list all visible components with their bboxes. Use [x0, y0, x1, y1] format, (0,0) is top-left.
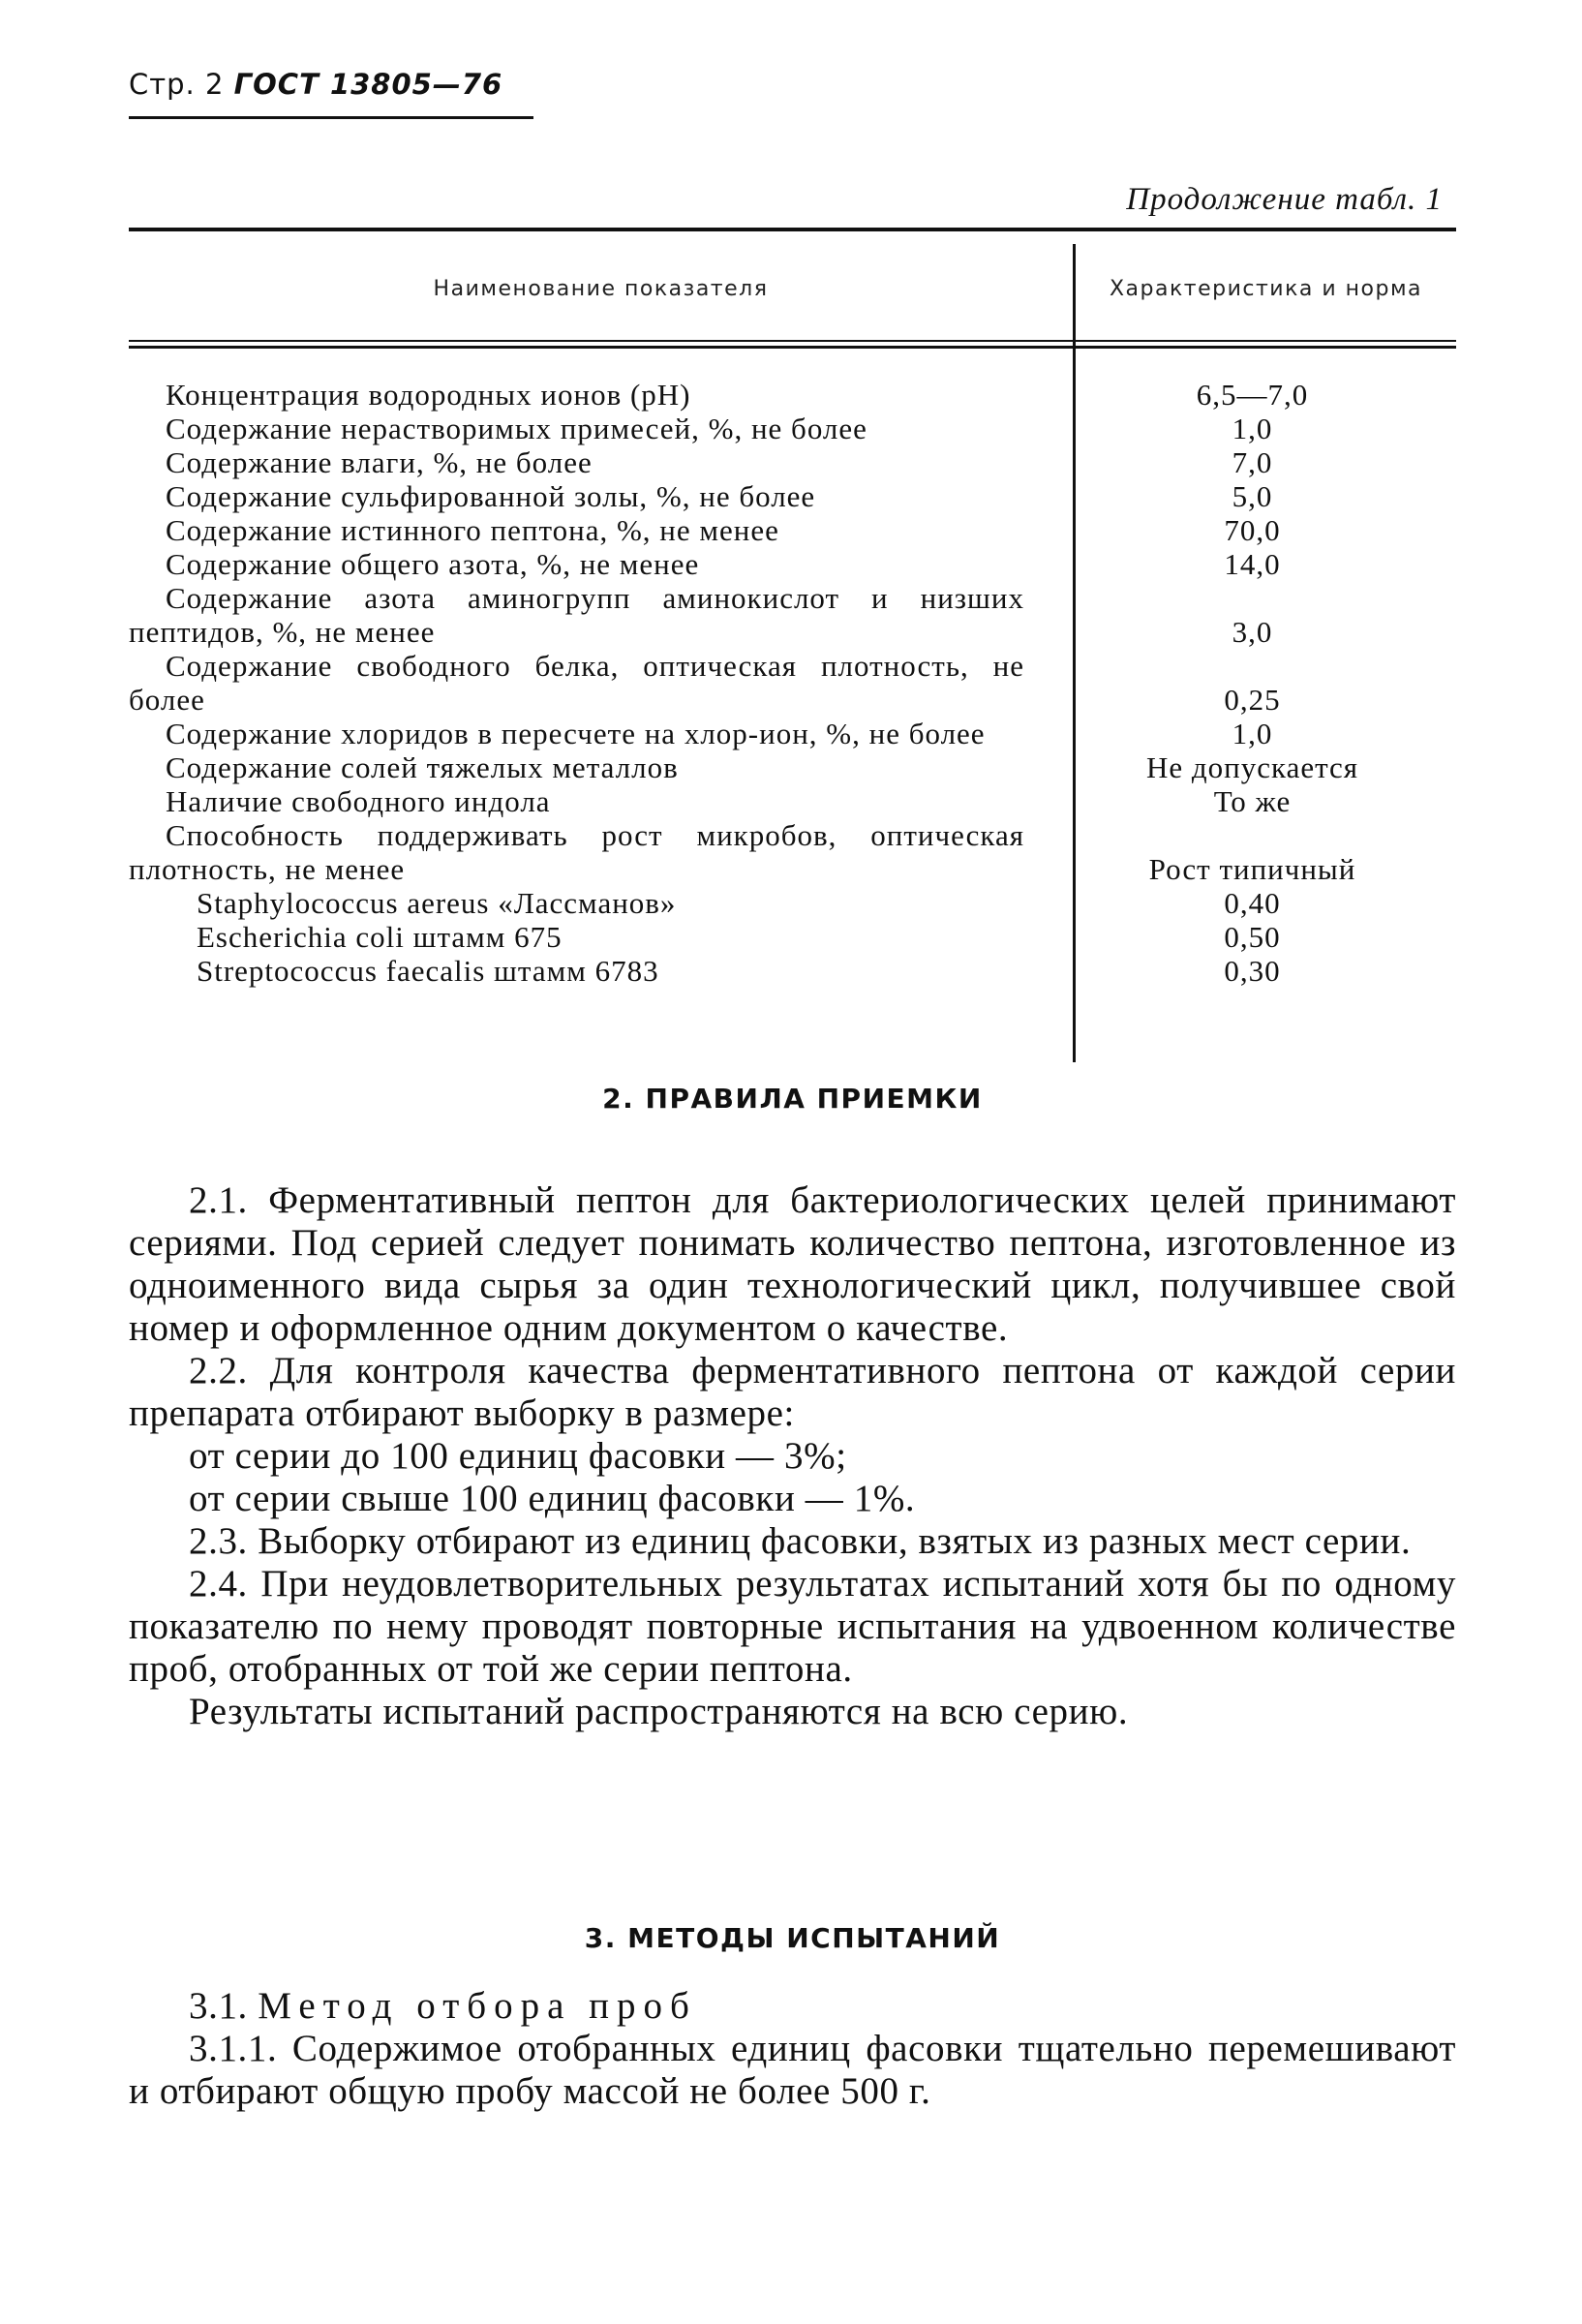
indicator-name: Escherichia coli штамм 675	[197, 920, 563, 954]
table-row	[129, 412, 1456, 445]
indicator-name: Streptococcus faecalis штамм 6783	[197, 954, 659, 988]
table-row	[129, 784, 1456, 818]
section-3-body	[129, 1985, 1456, 2113]
subsection-3-1-title	[129, 1985, 1456, 2028]
table-caption: Продолжение табл. 1	[1126, 182, 1443, 217]
indicator-name: Содержание азота аминогрупп аминокислот и низших пептидов, %, не менее	[129, 581, 1024, 649]
indicator-norm: 0,25	[1224, 683, 1281, 717]
table-row	[129, 920, 1456, 954]
indicator-norm: 0,30	[1224, 954, 1281, 988]
paragraph-2-4: 2.4. При неудовлетворительных результатах испытаний хотя бы по одному показателю по нему проводят повторные испытания на удвоенном количестве проб, отобранных от той же серии пептона.	[129, 1563, 1456, 1690]
table-header-rule-double	[129, 346, 1456, 349]
page-number: Стр. 2	[129, 68, 225, 101]
indicator-name: Наличие свободного индола	[166, 784, 551, 818]
standard-number: ГОСТ 13805—76	[233, 68, 503, 101]
paragraph-3-1-1: 3.1.1. Содержимое отобранных единиц фасовки тщательно перемешивают и отбирают общую пробу массой не более 500 г.	[129, 2028, 1456, 2112]
column-header-norm: Характеристика и норма	[1109, 277, 1423, 301]
column-header-indicator: Наименование показателя	[433, 277, 769, 301]
indicator-norm: 70,0	[1224, 513, 1281, 547]
indicator-name: Содержание сульфированной золы, %, не более	[166, 479, 816, 513]
paragraph-2-2-item-2: от серии свыше 100 единиц фасовки — 1%.	[189, 1478, 916, 1519]
indicator-norm: 14,0	[1224, 547, 1281, 581]
subsection-number: 3.1.	[189, 1985, 248, 2027]
paragraph-2-2: 2.2. Для контроля качества ферментативного пептона от каждой серии препарата отбирают выборку в размере:	[129, 1350, 1456, 1434]
table-row	[129, 818, 1456, 886]
table-row	[129, 479, 1456, 513]
section-3-title: 3. МЕТОДЫ ИСПЫТАНИЙ	[584, 1922, 1001, 1954]
indicator-norm: То же	[1213, 784, 1292, 818]
indicator-name: Содержание солей тяжелых металлов	[166, 750, 679, 784]
section-2-body	[129, 1179, 1456, 1733]
paragraph-2-3: 2.3. Выборку отбирают из единиц фасовки, взятых из разных мест серии.	[189, 1520, 1412, 1562]
subsection-name: Метод отбора проб	[258, 1985, 697, 2027]
indicator-name: Содержание свободного белка, оптическая плотность, не более	[129, 649, 1024, 717]
paragraph-2-1: 2.1. Ферментативный пептон для бактериологических целей принимают сериями. Под серией следует понимать количество пептона, изготовленное из одноименного вида сырья за один технологический цикл, получившее свой номер и оформленное одним документом о качестве.	[129, 1179, 1456, 1349]
indicator-name: Содержание истинного пептона, %, не менее	[166, 513, 779, 547]
section-2-title: 2. ПРАВИЛА ПРИЕМКИ	[602, 1083, 983, 1115]
indicator-norm: 0,50	[1224, 920, 1281, 954]
indicator-norm: 7,0	[1232, 445, 1273, 479]
paragraph-2-2-item-1: от серии до 100 единиц фасовки — 3%;	[189, 1435, 847, 1477]
indicator-norm: Рост типичный	[1148, 852, 1356, 886]
indicator-name: Содержание хлоридов в пересчете на хлор-ион, %, не более	[166, 717, 986, 750]
table-row	[129, 547, 1456, 581]
indicator-norm: Не допускается	[1145, 750, 1359, 784]
table-row	[129, 513, 1456, 547]
indicator-name: Содержание общего азота, %, не менее	[166, 547, 700, 581]
indicator-norm: 0,40	[1224, 886, 1281, 920]
indicator-norm: 3,0	[1232, 615, 1273, 649]
paragraph-2-5: Результаты испытаний распространяются на всю серию.	[189, 1691, 1129, 1732]
table-row	[129, 649, 1456, 717]
table-row	[129, 886, 1456, 920]
indicator-norm: 6,5—7,0	[1196, 378, 1309, 412]
table-header-rule	[129, 340, 1456, 342]
table-row	[129, 954, 1456, 988]
page-header	[129, 68, 502, 101]
indicator-name: Содержание влаги, %, не более	[166, 445, 593, 479]
indicator-name: Способность поддерживать рост микробов, оптическая плотность, не менее	[129, 818, 1024, 886]
indicator-norm: 5,0	[1232, 479, 1273, 513]
table-row	[129, 378, 1456, 412]
indicator-norm: 1,0	[1232, 412, 1273, 445]
header-underline	[129, 116, 533, 119]
table-row	[129, 581, 1456, 649]
indicator-name: Staphylococcus aereus «Лассманов»	[197, 886, 677, 920]
table-row	[129, 717, 1456, 750]
table-row	[129, 445, 1456, 479]
table-body	[129, 378, 1456, 988]
indicator-norm: 1,0	[1232, 717, 1273, 750]
indicator-name: Концентрация водородных ионов (pH)	[166, 378, 691, 412]
table-top-rule	[129, 228, 1456, 231]
table-row	[129, 750, 1456, 784]
indicator-name: Содержание нерастворимых примесей, %, не более	[166, 412, 867, 445]
